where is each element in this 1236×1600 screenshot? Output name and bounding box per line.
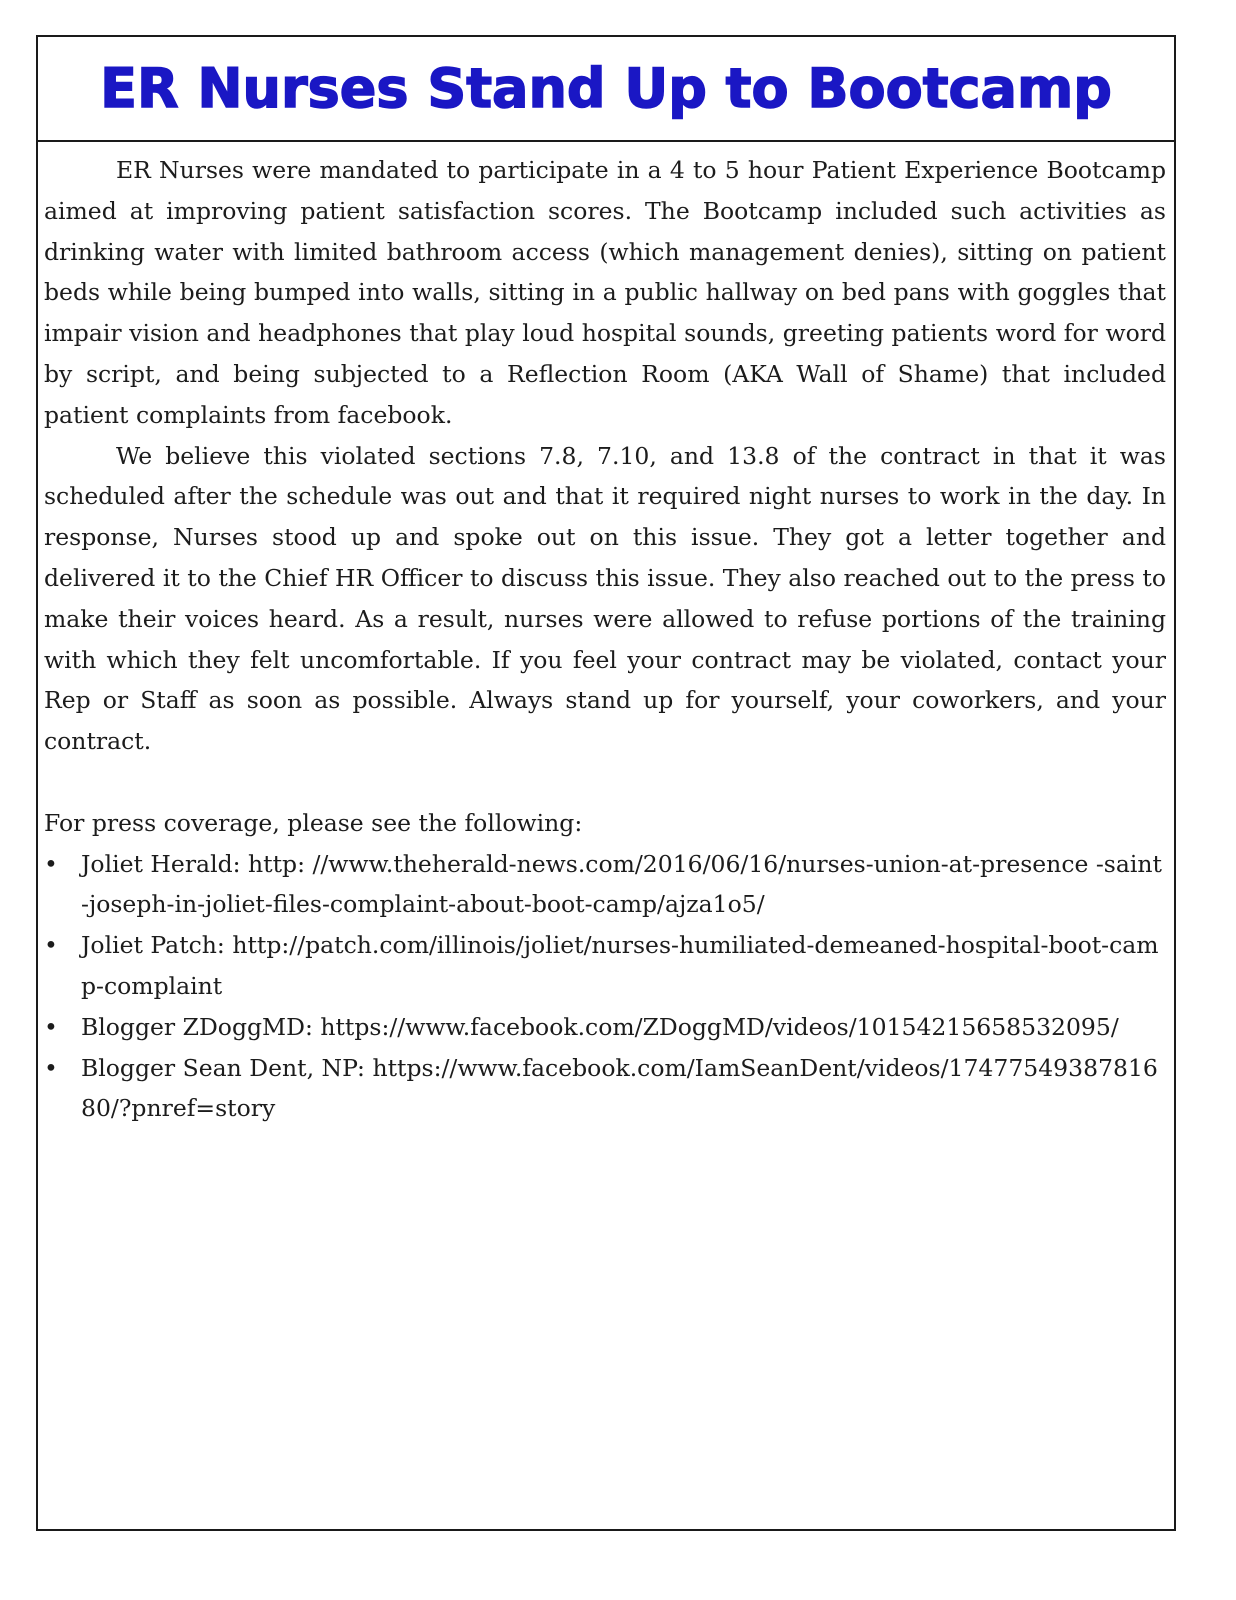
press-item-text: Blogger ZDoggMD: https://www.facebook.com/ZDoggMD/videos/10154215658532095/ bbox=[81, 1012, 1119, 1041]
bullet-icon: • bbox=[44, 1012, 58, 1041]
bullet-icon: • bbox=[44, 1053, 58, 1082]
press-item-sean-dent bbox=[44, 1048, 1166, 1130]
press-item-text: Blogger Sean Dent, NP: https://www.facebook.com/IamSeanDent/videos/1747754938781680/?pnref=story bbox=[81, 1053, 1158, 1123]
paragraph-violation: We believe this violated sections 7.8, 7.10, and 13.8 of the contract in that it was scheduled after the schedule was out and that it required night nurses to work in the day. In response, Nurses stood up and spoke out on this issue. They got a letter together and delivered it to the Chief HR Officer to discuss this issue. They also reached out to the press to make their voices heard. As a result, nurses were allowed to refuse portions of the training with which they felt uncomfortable. If you feel your contract may be violated, contact your Rep or Staff as soon as possible. Always stand up for yourself, your coworkers, and your contract. bbox=[44, 441, 1166, 756]
article-body bbox=[38, 142, 1174, 1129]
newsletter-frame bbox=[36, 35, 1176, 1531]
press-coverage-intro: For press coverage, please see the following: bbox=[44, 808, 583, 837]
title-bar bbox=[38, 37, 1174, 142]
paragraph-bootcamp: ER Nurses were mandated to participate in a 4 to 5 hour Patient Experience Bootcamp aimed at improving patient satisfaction scores. The Bootcamp included such activities as drinking water with limited bathroom access (which management denies), sitting on patient beds while being bumped into walls, sitting in a public hallway on bed pans with goggles that impair vision and headphones that play loud hospital sounds, greeting patients word for word by script, and being subjected to a Reflection Room (AKA Wall of Shame) that included patient complaints from facebook. bbox=[44, 156, 1166, 429]
press-item-zdoggmd bbox=[44, 1007, 1166, 1048]
spacer bbox=[44, 762, 1166, 803]
press-item-joliet-patch bbox=[44, 925, 1166, 1007]
bullet-icon: • bbox=[44, 931, 58, 960]
press-item-text: Joliet Patch: http://patch.com/illinois/joliet/nurses-humiliated-demeaned-hospital-boot-camp-complaint bbox=[81, 931, 1159, 1000]
press-item-text: Joliet Herald: http: //www.theherald-news.com/2016/06/16/nurses-union-at-presence -saint-joseph-in-joliet-files-complaint-about-boot-camp/ajza1o5/ bbox=[81, 849, 1162, 919]
press-coverage-list bbox=[44, 844, 1166, 1130]
page-title: ER Nurses Stand Up to Bootcamp bbox=[100, 56, 1112, 120]
bullet-icon: • bbox=[44, 849, 58, 878]
press-item-joliet-herald bbox=[44, 844, 1166, 926]
